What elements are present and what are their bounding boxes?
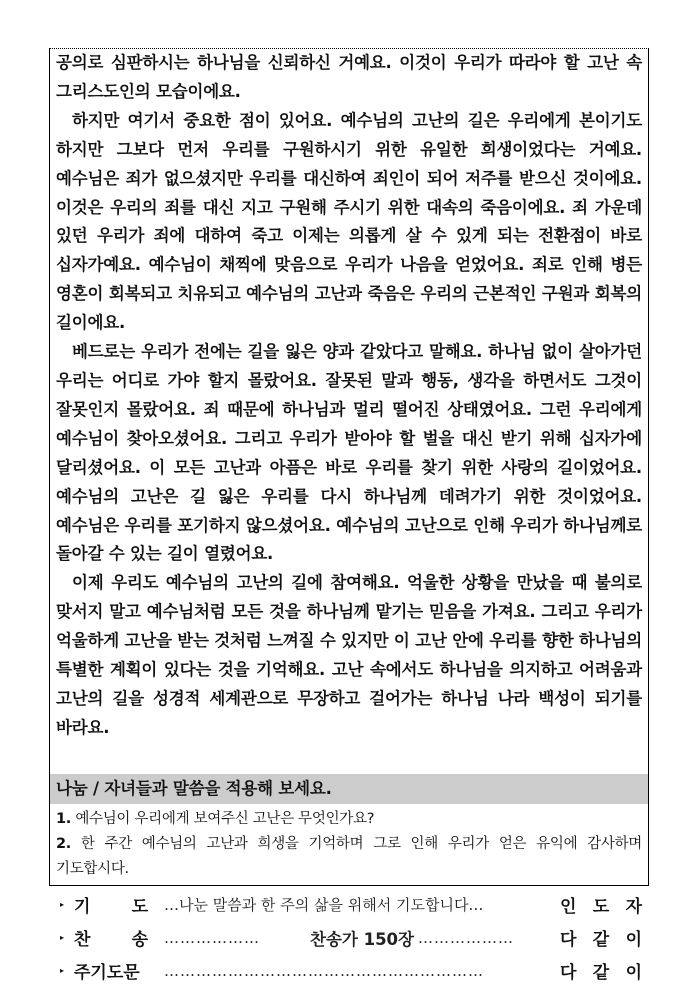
question-number: 1. [56, 811, 71, 827]
sermon-body [56, 49, 642, 743]
question-number: 2. [56, 836, 71, 852]
triangle-bullet-icon: ▸ [60, 933, 65, 942]
sharing-heading: 나눔 / 자녀들과 말씀을 적용해 보세요. [50, 774, 648, 804]
order-label: 주기도문 [74, 963, 140, 983]
question-text: 예수님이 우리에게 보여주신 고난은 무엇인가요? [75, 811, 375, 827]
sharing-questions [56, 807, 642, 882]
order-row-hymn [60, 921, 642, 954]
dot-leader: ……………… [417, 928, 514, 947]
paragraph: 하지만 여기서 중요한 점이 있어요. 예수님의 고난의 길은 우리에게 본이기도 하지만 그보다 먼저 우리를 구원하시기 위한 유일한 희생이었다는 거예요. 예수님은 죄가 없으셨지만 우리를 대신하여 죄인이 되어 저주를 받으신 것이에요. 이것은 우리의 죄를 대신 지고 구원해 주시기 위한 대속의 죽음이에요. 죄 가운데 있던 우리가 죄에 대하여 죽고 이제는 의롭게 살 수 있게 되는 전환점이 바로 십자가예요. 예수님이 채찍에 맞음으로 우리가 나음을 얻었어요. 죄로 인해 병든 영혼이 회복되고 치유되고 예수님의 고난과 죽음은 우리의 근본적인 구원과 회복의 길이에요. [56, 110, 642, 333]
order-leader: 다 같 이 [560, 930, 642, 950]
worship-order [60, 888, 642, 987]
sermon-content-box [49, 48, 649, 886]
order-label: 찬 송 [74, 930, 148, 950]
order-row-prayer [60, 888, 642, 921]
triangle-bullet-icon: ▸ [60, 966, 65, 975]
question-text: 한 주간 예수님의 고난과 희생을 기억하며 그로 인해 우리가 얻은 유익에 감사하며 기도합시다. [56, 836, 642, 877]
paragraph: 공의로 심판하시는 하나님을 신뢰하신 거예요. 이것이 우리가 따라야 할 고난 속 그리스도인의 모습이에요. [56, 53, 642, 101]
question-item [56, 807, 642, 832]
order-row-lords-prayer [60, 954, 642, 987]
order-description [164, 926, 560, 950]
paragraph: 이제 우리도 예수님의 고난의 길에 참여해요. 억울한 상황을 만났을 때 불의로 맞서지 말고 예수님처럼 모든 것을 하나님께 맡기는 믿음을 가져요. 그리고 우리가 억울하게 고난을 받는 것처럼 느껴질 수 있지만 이 고난 안에 우리를 향한 하나님의 특별한 계획이 있다는 것을 기억해요. 고난 속에서도 하나님을 의지하고 어려움과 고난의 길을 성경적 세계관으로 무장하고 걸어가는 하나님 나라 백성이 되기를 바라요. [56, 573, 642, 737]
question-item [56, 832, 642, 882]
hymn-number: 찬송가 150장 [310, 929, 414, 949]
order-leader: 인 도 자 [560, 897, 642, 917]
order-description: …나눈 말씀과 한 주의 삶을 위해서 기도합니다… [164, 896, 484, 914]
dot-leader: ……………… [164, 928, 260, 947]
paragraph: 베드로는 우리가 전에는 길을 잃은 양과 같았다고 말해요. 하나님 없이 살아가던 우리는 어디로 가야 할지 몰랐어요. 잘못된 말과 행동, 생각을 하면서도 그것이 잘못인지 몰랐어요. 죄 때문에 하나님과 멀리 떨어진 상태였어요. 그런 우리에게 예수님이 찾아오셨어요. 그리고 우리가 받아야 할 벌을 대신 받기 위해 십자가에 달리셨어요. 이 모든 고난과 아픔은 바로 우리를 찾기 위한 사랑의 길이었어요. 예수님의 고난은 길 잃은 우리를 다시 하나님께 데려가기 위한 것이었어요. 예수님은 우리를 포기하지 않으셨어요. 예수님의 고난으로 인해 우리가 하나님께로 돌아갈 수 있는 길이 열렸어요. [56, 342, 642, 564]
order-description [164, 962, 560, 980]
dot-leader: …………………………………………………… [164, 961, 484, 980]
triangle-bullet-icon: ▸ [60, 900, 65, 909]
order-label: 기 도 [74, 897, 148, 917]
order-leader: 다 같 이 [560, 963, 642, 983]
